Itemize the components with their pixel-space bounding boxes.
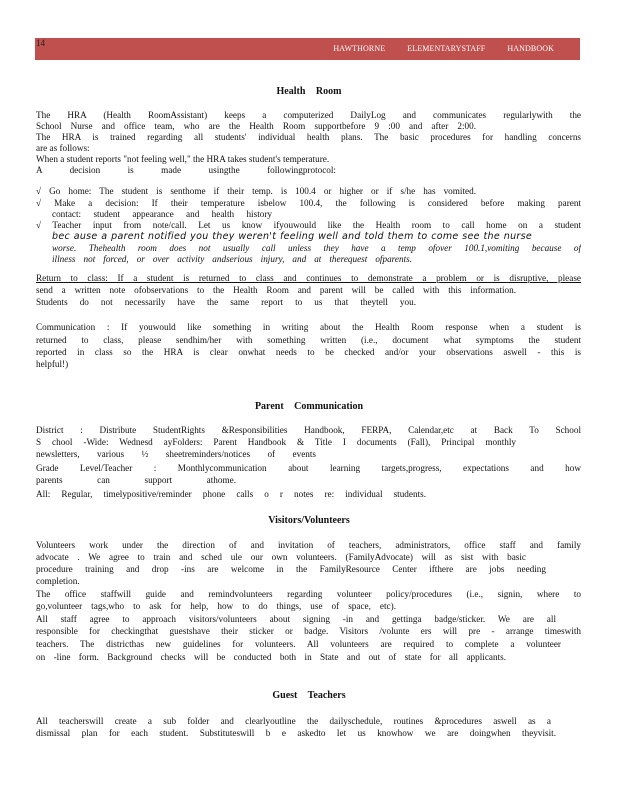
section-title-health-room: Health Room xyxy=(276,86,342,97)
health-line: returned to class, please sendhim/her with something written (i.e., document what symptoms the student xyxy=(36,335,581,345)
guest-line: All teacherswill create a sub folder and clearlyoutline the dailyschedule, routines &procedures aswell as a xyxy=(36,716,551,726)
health-line: illness not forced, or over activity andserious injury, and at therequest ofparents. xyxy=(52,254,412,264)
health-line: The HRA is trained regarding all students' individual health plans. The basic procedures for handling concerns xyxy=(36,132,581,142)
health-line: Students do not necessarily have the same report to us that theytell you. xyxy=(36,297,416,307)
health-line: Communication : If youwould like something in writing about the Health Room response when a student is xyxy=(36,322,581,332)
header-banner xyxy=(35,38,580,60)
health-line: Return to class: If a student is returned to class and continues to demonstrate a problem or is disruptive, please xyxy=(36,273,581,283)
volunteers-line: responsible for checkingthat guestshave their sticker or badge. Visitors /volunte ers will pre - arrange timeswith xyxy=(36,626,581,636)
health-line: helpful!) xyxy=(36,359,69,369)
section-title-visitors-volunteers: Visitors/Volunteers xyxy=(268,515,350,526)
health-line: are as follows: xyxy=(36,143,90,153)
volunteers-line: completion. xyxy=(36,576,80,586)
page-number: 14 xyxy=(36,38,45,48)
health-line: contact: student appearance and health history xyxy=(52,209,272,219)
health-line: A decision is made usingthe followingprotocol: xyxy=(36,165,336,175)
health-line: When a student reports "not feeling well," the HRA takes student's temperature. xyxy=(36,154,330,164)
health-line: bec ause a parent notified you they weren't feeling well and told them to come see the nurse xyxy=(52,231,532,242)
parent-line: District : Distribute StudentRights &Responsibilities Handbook, FERPA, Calendar,etc at Back To School xyxy=(36,425,581,435)
header-title: HAWTHORNE ELEMENTARYSTAFF HANDBOOK xyxy=(333,44,554,53)
health-line: The HRA (Health RoomAssistant) keeps a computerized DailyLog and communicates regularlywith the xyxy=(36,110,581,120)
parent-line: Grade Level/Teacher : Monthlycommunication about learning targets,progress, expectations and how xyxy=(36,463,581,473)
health-line: School Nurse and office team, who are the Health Room supportbefore 9 :00 and after 2:00. xyxy=(36,121,476,131)
volunteers-line: advocate . We agree to train and sched ule our own volunteers. (FamilyAdvocate) will as sist with basic xyxy=(36,552,526,562)
health-line: √ Go home: The student is senthome if their temp. is 100.4 or higher or if s/he has vomited. xyxy=(36,186,476,196)
volunteers-line: go,volunteer tags,who to ask for help, how to do things, use of space, etc). xyxy=(36,601,396,611)
parent-line: parents can support athome. xyxy=(36,475,236,485)
volunteers-line: teachers. The districthas new guidelines for volunteers. All volunteers are required to complete a volunteer xyxy=(36,639,561,649)
health-line: send a written note ofobservations to the Health Room and parent will be called with this information. xyxy=(36,285,516,295)
section-title-guest-teachers: Guest Teachers xyxy=(272,690,346,701)
parent-line: newsletters, various ½ sheetreminders/notices of events xyxy=(36,449,316,459)
volunteers-line: All staff agree to approach visitors/volunteers about signing -in and gettinga badge/sticker. We are all xyxy=(36,614,556,624)
volunteers-line: on -line form. Background checks will be conducted both in State and out of state for all applicants. xyxy=(36,652,506,662)
health-line: √ Make a decision: If their temperature isbelow 100.4, the following is considered before making parent xyxy=(36,198,581,208)
section-title-parent-communication: Parent Communication xyxy=(254,401,364,412)
health-line: √ Teacher input from note/call. Let us know ifyouwould like the Health room to call home on a student xyxy=(36,220,581,230)
volunteers-line: procedure training and drop -ins are welcome in the FamilyResource Center ifthere are jobs needing xyxy=(36,564,546,574)
parent-line: S chool -Wide: Wednesd ayFolders: Parent Handbook & Title I documents (Fall), Principal monthly xyxy=(36,437,516,447)
volunteers-line: Volunteers work under the direction of and invitation of teachers, administrators, office staff and family xyxy=(36,540,581,550)
health-line: reported in class so the HRA is clear onwhat needs to be checked and/or your observations aswell - this is xyxy=(36,347,581,357)
parent-line: All: Regular, timelypositive/reminder phone calls o r notes re: individual students. xyxy=(36,489,426,499)
volunteers-line: The office staffwill guide and remindvolunteers regarding volunteer policy/procedures (i.e., signin, where to xyxy=(36,589,581,599)
health-line: worse. Thehealth room does not usually call unless they have a temp ofover 100.1,vomiting because of xyxy=(52,243,581,253)
guest-line: dismissal plan for each student. Substituteswill b e askedto let us knowhow we are doingwhen theyvisit. xyxy=(36,728,556,738)
